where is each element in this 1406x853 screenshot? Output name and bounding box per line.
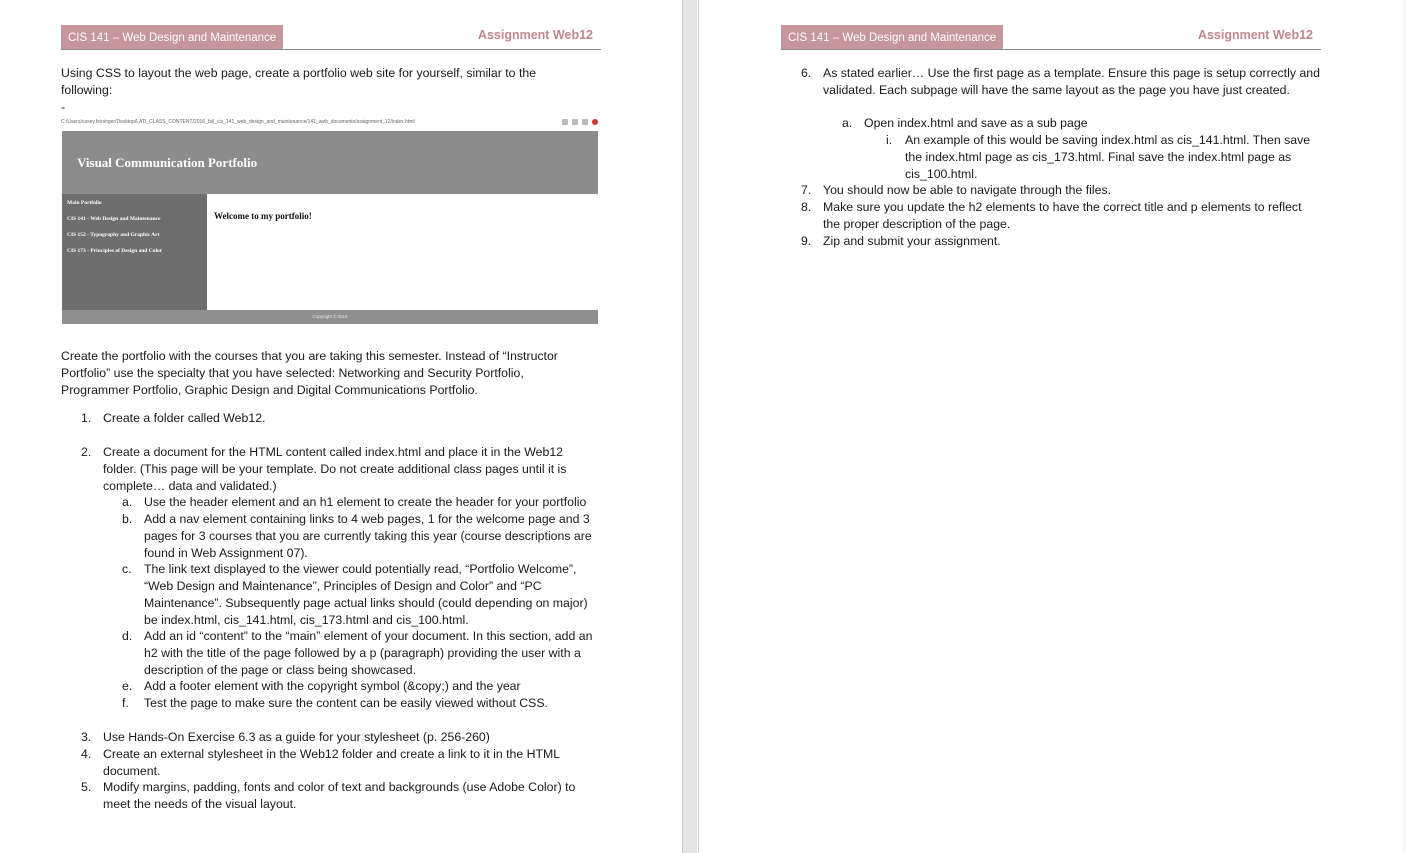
list-number: 5. [81,780,92,794]
list-number: 9. [801,234,812,248]
page-header [61,25,601,50]
list-number: 7. [801,183,812,197]
nav-item: CIS 173 - Principles of Design and Color [67,248,163,254]
list-text: Zip and submit your assignment. [823,234,1001,248]
site-header [62,131,598,194]
stop-icon [592,119,598,125]
list-text: Add a footer element with the copyright symbol (&copy;) and the year [144,679,521,693]
course-title: CIS 141 – Web Design and Maintenance [61,25,283,49]
list-text: Add a nav element containing links to 4 web pages, 1 for the welcome page and 3 pages for 3 courses that you are currently taking this year (course descriptions are found in Web Assignment 07). [144,512,592,560]
extension-icon [582,119,588,125]
list-letter: b. [122,512,133,526]
intro-paragraph: Using CSS to layout the web page, create a portfolio web site for yourself, similar to the following: [61,66,537,97]
list-number: 2. [81,445,92,459]
list-letter: c. [122,562,132,576]
list-letter: f. [122,696,129,710]
instructions-paragraph: Create the portfolio with the courses that you are taking this semester. Instead of “Instructor Portfolio” use the specialty that you have selected: Networking and Security Portfolio, Programmer Portfolio, Graphic Design and Digital Communications Portfolio. [61,349,558,397]
dash-line: - [61,100,66,114]
list-text: As stated earlier… Use the first page as a template. Ensure this page is setup correctly and validated. Each subpage will have the same layout as the page you have just created. [823,66,1320,97]
list-text: Modify margins, padding, fonts and color of text and backgrounds (use Adobe Color) to meet the needs of the visual layout. [103,780,576,811]
list-letter: a. [842,116,853,130]
course-title: CIS 141 – Web Design and Maintenance [781,25,1003,49]
address-bar [61,116,598,129]
list-text: Add an id “content” to the “main” element of your document. In this section, add an h2 with the title of the page followed by a p (paragraph) providing the user with a description of the page or class being showcased. [144,629,593,677]
list-number: 1. [81,411,92,425]
list-letter: a. [122,495,133,509]
list-text: The link text displayed to the viewer could potentially read, “Portfolio Welcome”, “Web Design and Maintenance”, Principles of Design and Color” and “PC Maintenance”. Subsequently page actual links should (could depending on major) be index.html, cis_141.html, cis_173.html and cis_100.html. [144,562,588,627]
list-letter: d. [122,629,133,643]
list-text: Create a folder called Web12. [103,411,266,425]
site-main [207,194,598,310]
list-text: Open index.html and save as a sub page [864,116,1088,130]
list-letter: e. [122,679,133,693]
document-page-left [0,0,683,853]
nav-item: Main Portfolio [67,200,102,206]
bookmark-icon [562,119,568,125]
browser-toolbar-icons [558,118,598,127]
portfolio-screenshot [61,116,598,325]
list-roman: i. [886,133,893,147]
site-nav [62,194,207,310]
list-text: Use the header element and an h1 element to create the header for your portfolio [144,495,587,509]
page-header [781,25,1321,50]
site-footer: Copyright © 2016 [62,310,598,324]
list-text: Create an external stylesheet in the Web12 folder and create a link to it in the HTML document. [103,747,560,778]
list-text: Test the page to make sure the content can be easily viewed without CSS. [144,696,548,710]
list-text: Use Hands-On Exercise 6.3 as a guide for your stylesheet (p. 256-260) [103,730,490,744]
list-number: 8. [801,200,812,214]
list-number: 3. [81,730,92,744]
list-text: Create a document for the HTML content called index.html and place it in the Web12 folder. (This page will be your template. Do not create additional class pages until it is complete… data and validated.) [103,445,567,493]
list-text: An example of this would be saving index.html as cis_141.html. Then save the index.html page as cis_173.html. Final save the index.html page as cis_100.html. [905,133,1311,181]
page-edge [1401,0,1406,853]
assignment-title: Assignment Web12 [1197,28,1313,42]
list-number: 6. [801,66,812,80]
page-gutter [683,0,697,853]
star-icon [572,119,578,125]
list-text: You should now be able to navigate through the files. [823,183,1112,197]
assignment-title: Assignment Web12 [477,28,593,42]
document-page-right [698,0,1406,853]
list-text: Make sure you update the h2 elements to have the correct title and p elements to reflect the proper description of the page. [823,200,1302,231]
list-number: 4. [81,747,92,761]
site-title: Visual Communication Portfolio [77,155,258,170]
welcome-text: Welcome to my portfolio! [214,211,312,221]
nav-item: CIS 141 - Web Design and Maintenance [67,216,161,222]
nav-item: CIS 152 - Typography and Graphic Art [67,232,160,238]
address-url: C:/Users/casey.feininger/Desktop/LATI_CLASS_CONTENT/2016_fall_cis_141_web_design_and_maintenance/141_web_documents/assignment_12/index.html [61,119,415,125]
